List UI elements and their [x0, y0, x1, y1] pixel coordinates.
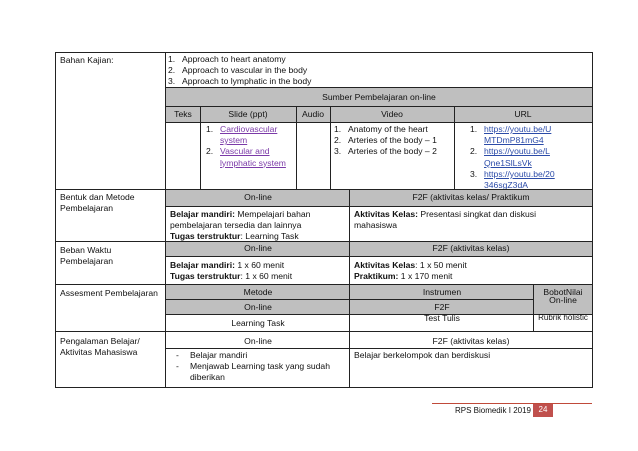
list-item: - Menjawab Learning task yang sudah diberikan — [176, 361, 330, 383]
url-link[interactable]: 1. https://youtu.be/UMTDmP81mG4 — [470, 124, 552, 146]
footer-text: RPS Biomedik I 2019 — [454, 406, 531, 415]
bentuk-f2f-header: F2F (aktivitas kelas/ Praktikum — [350, 190, 592, 207]
metode-header: Metode — [243, 287, 273, 297]
url-link[interactable]: 2. https://youtu.be/LQne1SlLsVk — [470, 146, 550, 168]
bentuk-metode-label: Bentuk dan Metode Pembelajaran — [60, 192, 135, 214]
bentuk-online-content: Belajar mandiri: Mempelajari bahan pembelajaran tersedia dan lainnya Tugas terstruktur: Learning Task — [170, 209, 311, 242]
list-item: 2. Arteries of the body – 1 — [334, 135, 437, 146]
header-video: Video — [381, 109, 403, 119]
page-number-badge: 24 — [533, 404, 553, 417]
divider — [166, 299, 534, 300]
list-item: 2. Approach to vascular in the body — [168, 65, 308, 76]
divider — [200, 106, 201, 189]
slide-link[interactable]: 2. Vascular and lymphatic system — [206, 146, 286, 168]
assesment-label: Assesment Pembelajaran — [60, 288, 158, 298]
header-audio: Audio — [302, 109, 324, 119]
slide-list — [206, 124, 294, 169]
metode-online-header: On-line — [244, 302, 272, 312]
bobot-value: Rubrik holistic — [538, 313, 588, 322]
pengalaman-online-header: On-line — [244, 336, 272, 346]
pengalaman-f2f-header: F2F (aktivitas kelas) — [432, 336, 510, 346]
instrumen-header: Instrumen — [422, 287, 462, 297]
bentuk-online-header: On-line — [166, 190, 350, 207]
divider — [454, 106, 455, 189]
video-list — [334, 124, 448, 158]
divider — [533, 285, 534, 331]
bahan-kajian-label: Bahan Kajian: — [60, 55, 114, 65]
list-item: 3. Arteries of the body – 2 — [334, 146, 437, 157]
beban-f2f-header: F2F (aktivitas kelas) — [350, 242, 592, 257]
header-teks: Teks — [174, 109, 192, 119]
bobot-online-header: On-line — [549, 295, 577, 305]
header-slide: Slide (ppt) — [228, 109, 268, 119]
instrumen-f2f-header: F2F — [434, 302, 450, 312]
bobot-header: BobotNilai — [543, 287, 583, 297]
bahan-kajian-list — [168, 54, 588, 88]
beban-waktu-label: Beban Waktu Pembelajaran — [60, 245, 114, 267]
pengalaman-f2f-content: Belajar berkelompok dan berdiskusi — [354, 350, 491, 360]
beban-f2f-content: Aktivitas Kelas: 1 x 50 menit Praktikum: 1 x 170 menit — [354, 260, 467, 282]
instrumen-value: Test Tulis — [424, 313, 460, 323]
beban-online-header: On-line — [166, 242, 350, 257]
footer-rule — [432, 403, 592, 404]
pengalaman-label: Pengalaman Belajar/ Aktivitas Mahasiswa — [60, 336, 140, 358]
row-divider — [55, 331, 593, 332]
divider — [296, 106, 297, 189]
list-item: 3. Approach to lymphatic in the body — [168, 76, 312, 87]
bentuk-f2f-content: Aktivitas Kelas: Presentasi singkat dan diskusi mahasiswa — [354, 209, 537, 231]
list-item: 1. Approach to heart anatomy — [168, 54, 286, 64]
sumber-pembelajaran-header: Sumber Pembelajaran on-line — [166, 87, 592, 106]
list-item: 1. Anatomy of the heart — [334, 124, 428, 134]
url-list — [470, 124, 556, 191]
pengalaman-online-list — [176, 350, 344, 384]
slide-link[interactable]: 1. Cardiovascular system — [206, 124, 278, 146]
url-link[interactable]: 3. https://youtu.be/20346sgZ3dA — [470, 168, 555, 191]
list-item: - Belajar mandiri — [176, 350, 248, 360]
beban-online-content: Belajar mandiri: 1 x 60 menit Tugas terstruktur: 1 x 60 menit — [170, 260, 293, 282]
header-url: URL — [514, 109, 532, 119]
metode-value: Learning Task — [231, 318, 285, 328]
divider — [330, 106, 331, 189]
